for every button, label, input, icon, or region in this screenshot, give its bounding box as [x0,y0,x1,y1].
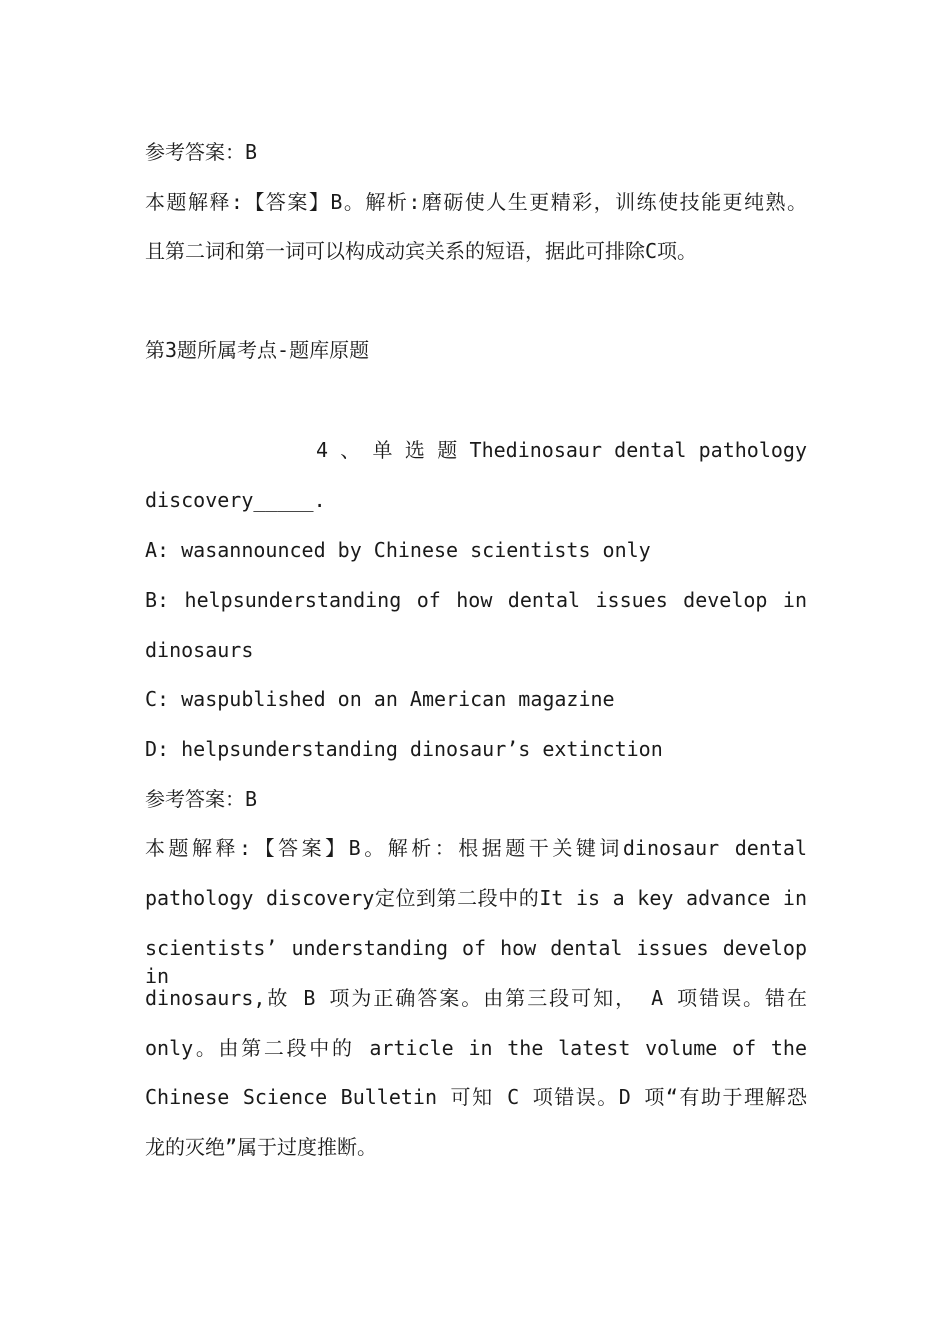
question-answer: 参考答案：B [145,787,258,811]
option-a: A: wasannounced by Chinese scientists only [145,538,651,562]
explanation-line-7: 龙的灭绝”属于过度推断。 [145,1135,378,1159]
prev-answer: 参考答案：B [145,140,258,164]
source-note: 第3题所属考点-题库原题 [145,338,370,362]
question-stem-line-1: 4 、 单 选 题 Thedinosaur dental pathology [316,438,807,462]
explanation-line-3: scientists’ understanding of how dental issues develop in [145,936,807,988]
prev-explanation-line-1: 本题解释:【答案】B。解析:磨砺使人生更精彩，训练使技能更纯熟。 [145,190,807,214]
question-stem-line-2: discovery_____. [145,488,326,512]
explanation-line-4: dinosaurs,故 B 项为正确答案。由第三段可知， A 项错误。错在 [145,986,807,1010]
option-c: C: waspublished on an American magazine [145,687,615,711]
explanation-line-1: 本题解释:【答案】B。解析：根据题干关键词dinosaur dental [145,836,807,860]
explanation-line-2: pathology discovery定位到第二段中的It is a key advance in [145,886,807,910]
explanation-line-6: Chinese Science Bulletin 可知 C 项错误。D 项“有助于理解恐 [145,1085,807,1109]
prev-explanation-line-2: 且第二词和第一词可以构成动宾关系的短语，据此可排除C项。 [145,239,698,263]
option-b-line-1: B: helpsunderstanding of how dental issues develop in [145,588,807,612]
option-b-line-2: dinosaurs [145,638,254,662]
explanation-line-5: only。由第二段中的 article in the latest volume of the [145,1036,807,1060]
option-d: D: helpsunderstanding dinosaur’s extinction [145,737,663,761]
